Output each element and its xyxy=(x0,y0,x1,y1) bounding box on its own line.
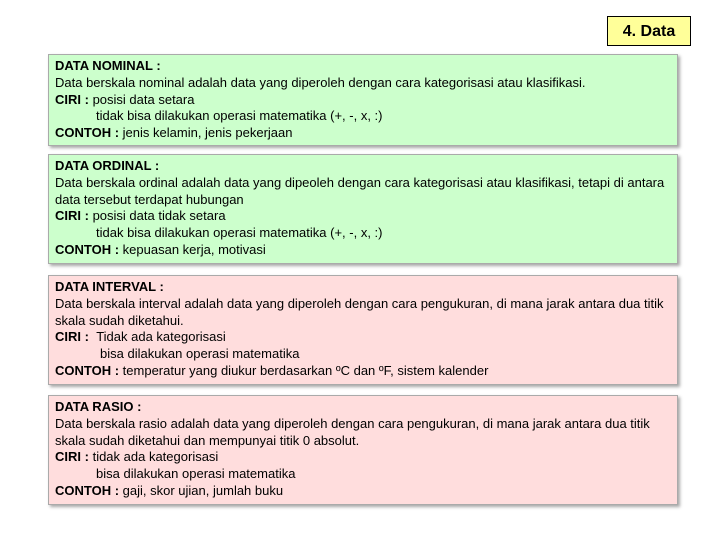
ordinal-ciri-2: tidak bisa dilakukan operasi matematika (+, -, x, :) xyxy=(96,225,383,241)
interval-contoh-label: CONTOH : xyxy=(55,362,120,378)
nominal-ciri-1: posisi data setara xyxy=(92,91,195,107)
rasio-box xyxy=(48,395,678,505)
nominal-heading: DATA NOMINAL : xyxy=(55,58,161,73)
rasio-contoh-row xyxy=(55,483,671,500)
nominal-ciri-label: CIRI : xyxy=(55,91,89,107)
interval-contoh: temperatur yang diukur berdasarkan ºC dan ºF, sistem kalender xyxy=(122,362,489,378)
interval-ciri-label: CIRI : xyxy=(55,329,89,345)
interval-ciri-1: Tidak ada kategorisasi xyxy=(96,329,226,345)
ordinal-contoh-row xyxy=(55,242,671,259)
interval-heading: DATA INTERVAL : xyxy=(55,279,164,294)
ordinal-ciri-label: CIRI : xyxy=(55,208,89,224)
rasio-heading: DATA RASIO : xyxy=(55,399,142,414)
interval-description: Data berskala interval adalah data yang diperoleh dengan cara pengukuran, di mana jarak antara dua titik skala sudah diketahui. xyxy=(55,295,664,328)
ordinal-ciri-1: posisi data tidak setara xyxy=(92,208,226,224)
nominal-ciri-2: tidak bisa dilakukan operasi matematika (+, -, x, :) xyxy=(96,108,383,124)
nominal-contoh-row xyxy=(55,125,671,142)
rasio-ciri-row xyxy=(55,449,671,466)
slide-title: 4. Data xyxy=(607,16,691,46)
ordinal-ciri-row xyxy=(55,208,671,225)
rasio-ciri-1: tidak ada kategorisasi xyxy=(92,449,219,465)
rasio-ciri-2: bisa dilakukan operasi matematika xyxy=(96,466,296,482)
interval-contoh-row xyxy=(55,363,671,380)
rasio-description: Data berskala rasio adalah data yang diperoleh dengan cara pengukuran, di mana jarak antara dua titik skala sudah diketahui dan mempunyai titik 0 absolut. xyxy=(55,415,650,448)
nominal-contoh: jenis kelamin, jenis pekerjaan xyxy=(122,125,293,141)
rasio-ciri-label: CIRI : xyxy=(55,449,89,465)
rasio-contoh-label: CONTOH : xyxy=(55,482,120,498)
interval-box xyxy=(48,275,678,385)
nominal-contoh-label: CONTOH : xyxy=(55,125,120,141)
nominal-description: Data berskala nominal adalah data yang diperoleh dengan cara kategorisasi atau klasifikasi. xyxy=(55,74,586,90)
nominal-box xyxy=(48,54,678,146)
interval-ciri-row xyxy=(55,329,671,346)
nominal-ciri-row xyxy=(55,92,671,109)
ordinal-contoh: kepuasan kerja, motivasi xyxy=(122,241,266,257)
ordinal-heading: DATA ORDINAL : xyxy=(55,158,160,173)
ordinal-description: Data berskala ordinal adalah data yang dipeoleh dengan cara kategorisasi atau klasifikasi, tetapi di antara data tersebut terdapat hubungan xyxy=(55,174,665,207)
ordinal-contoh-label: CONTOH : xyxy=(55,241,120,257)
rasio-contoh: gaji, skor ujian, jumlah buku xyxy=(122,482,284,498)
interval-ciri-2: bisa dilakukan operasi matematika xyxy=(100,346,300,362)
ordinal-box xyxy=(48,154,678,264)
